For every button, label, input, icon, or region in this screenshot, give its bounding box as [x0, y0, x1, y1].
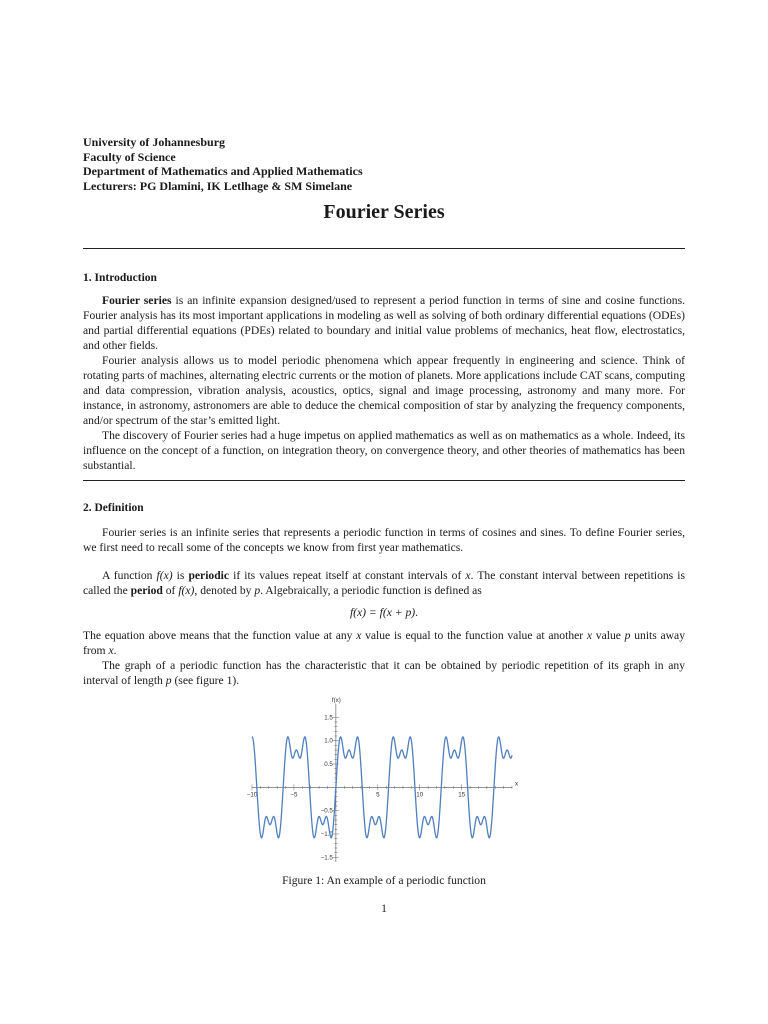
x-axis-label: x — [515, 780, 519, 788]
page-number: 1 — [381, 902, 387, 915]
y-tick-label: −1.0 — [320, 831, 333, 838]
y-tick-label: −1.5 — [320, 854, 333, 862]
introduction-body — [83, 293, 685, 473]
divider — [83, 248, 685, 249]
intro-paragraph-1: Fourier series is an infinite expansion designed/used to represent a period function in terms of sine and cosine functions. Fourier analysis has its most important applications in modeling as well as solving of both ordinary differential equations (ODEs) and partial differential equations (PDEs) related to boundary and initial value problems of mechanics, heat flow, electrostatics, and other fields. — [83, 294, 686, 352]
lecturers: Lecturers: PG Dlamini, IK Letlhage & SM Simelane — [83, 178, 353, 193]
university-name: University of Johannesburg — [83, 135, 226, 149]
intro-paragraph-2: Fourier analysis allows us to model periodic phenomena which appear frequently in engineering and science. Think of rotating parts of machines, alternating electric currents or the motion of planets. More applications include CAT scans, computing and data compression, vibration analysis, acoustics, optics, signal and image processing, astronomy and many more. For instance, in astronomy, astronomers are able to deduce the chemical composition of star by analyzing the frequency components, and/or spectrum of the star’s emitted light. — [83, 354, 685, 427]
section-heading-introduction: 1. Introduction — [83, 272, 157, 284]
y-tick-label: 1.5 — [324, 714, 333, 722]
x-tick-label: −10 — [246, 791, 258, 799]
page-title: Fourier Series — [323, 201, 445, 223]
periodic-function-chart — [240, 692, 530, 867]
y-tick-label: 1.0 — [324, 737, 333, 745]
y-tick-label: −0.5 — [320, 807, 333, 815]
figure-caption: Figure 1: An example of a periodic function — [282, 874, 486, 887]
intro-paragraph-3: The discovery of Fourier series had a huge impetus on applied mathematics as well as on mathematics as a whole. Indeed, its influence on the concept of a function, on integration theory, on convergence theory, and other theories of mathematics has been substantial. — [83, 429, 685, 472]
periodicity-equation: f(x) = f(x + p). — [349, 606, 419, 619]
x-tick-label: 15 — [458, 791, 466, 799]
document-header — [83, 135, 363, 193]
faculty-name: Faculty of Science — [83, 149, 176, 164]
divider — [83, 480, 685, 481]
bold-term: Fourier series — [102, 294, 172, 307]
department-name: Department of Mathematics and Applied Mathematics — [83, 164, 363, 179]
definition-paragraph-1: Fourier series is an infinite series that represents a periodic function in terms of cosines and sines. To define Fourier series, we first need to recall some of the concepts we know from first year mathematics. — [83, 526, 685, 554]
x-tick-label: 5 — [376, 791, 380, 799]
definition-paragraph-3: The equation above means that the function value at any x value is equal to the function value at another x value p units away from x. The graph of a periodic function has the characteristic that it can be obtained by periodic repetition of its graph in any interval of length p (see figure 1). — [83, 629, 685, 687]
y-tick-label: 0.5 — [324, 761, 333, 768]
x-tick-label: 10 — [416, 791, 424, 799]
y-axis-label: f(x) — [331, 697, 341, 704]
definition-paragraph-2: A function f(x) is periodic if its values repeat itself at constant intervals of x. The constant interval between repetitions is called the period of f(x), denoted by p. Algebraically, a periodic function is defined as — [83, 569, 685, 597]
figure-periodic-function — [240, 692, 530, 867]
x-tick-label: −5 — [290, 791, 298, 799]
section-heading-definition: 2. Definition — [83, 502, 144, 514]
